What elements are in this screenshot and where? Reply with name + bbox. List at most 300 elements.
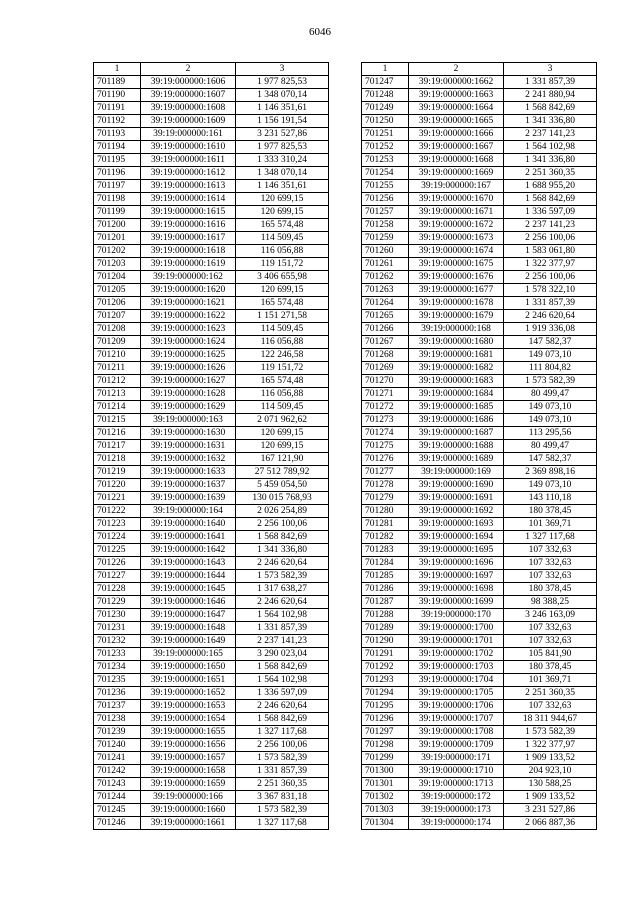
cadastral-number-cell: 39:19:000000:1644 xyxy=(141,570,236,583)
cadastral-number-cell: 39:19:000000:1630 xyxy=(141,427,236,440)
table-row xyxy=(94,544,329,557)
value-cell: 130 588,25 xyxy=(504,778,597,791)
table-row xyxy=(362,375,597,388)
cadastral-number-cell: 39:19:000000:1642 xyxy=(141,544,236,557)
table-row xyxy=(94,791,329,804)
table-row xyxy=(362,752,597,765)
cadastral-number-cell: 39:19:000000:1710 xyxy=(409,765,504,778)
table-row xyxy=(94,349,329,362)
value-cell: 1 146 351,61 xyxy=(236,180,329,193)
row-number-cell: 701207 xyxy=(94,310,141,323)
row-number-cell: 701291 xyxy=(362,648,409,661)
row-number-cell: 701225 xyxy=(94,544,141,557)
cadastral-number-cell: 39:19:000000:1625 xyxy=(141,349,236,362)
value-cell: 130 015 768,93 xyxy=(236,492,329,505)
row-number-cell: 701203 xyxy=(94,258,141,271)
value-cell: 1 151 271,58 xyxy=(236,310,329,323)
table-row xyxy=(94,661,329,674)
row-number-cell: 701269 xyxy=(362,362,409,375)
row-number-cell: 701298 xyxy=(362,739,409,752)
value-cell: 1 573 582,39 xyxy=(504,375,597,388)
cadastral-number-cell: 39:19:000000:1706 xyxy=(409,700,504,713)
table-row xyxy=(94,817,329,830)
cadastral-number-cell: 39:19:000000:1656 xyxy=(141,739,236,752)
value-cell: 107 332,63 xyxy=(504,700,597,713)
cadastral-number-cell: 39:19:000000:1653 xyxy=(141,700,236,713)
table-row xyxy=(94,414,329,427)
table-row xyxy=(94,713,329,726)
value-cell: 2 256 100,06 xyxy=(504,232,597,245)
table-row xyxy=(94,479,329,492)
table-row xyxy=(362,505,597,518)
value-cell: 1 317 638,27 xyxy=(236,583,329,596)
value-cell: 1 331 857,39 xyxy=(236,765,329,778)
cadastral-number-cell: 39:19:000000:1639 xyxy=(141,492,236,505)
row-number-cell: 701241 xyxy=(94,752,141,765)
cadastral-number-cell: 39:19:000000:1665 xyxy=(409,115,504,128)
column-header-2: 2 xyxy=(409,63,504,76)
row-number-cell: 701189 xyxy=(94,76,141,89)
row-number-cell: 701264 xyxy=(362,297,409,310)
table-row xyxy=(362,791,597,804)
value-cell: 147 582,37 xyxy=(504,453,597,466)
row-number-cell: 701267 xyxy=(362,336,409,349)
cadastral-number-cell: 39:19:000000:1683 xyxy=(409,375,504,388)
cadastral-number-cell: 39:19:000000:1693 xyxy=(409,518,504,531)
table-row xyxy=(94,635,329,648)
row-number-cell: 701290 xyxy=(362,635,409,648)
cadastral-number-cell: 39:19:000000:1649 xyxy=(141,635,236,648)
row-number-cell: 701233 xyxy=(94,648,141,661)
value-cell: 1 341 336,80 xyxy=(236,544,329,557)
value-cell: 3 231 527,86 xyxy=(504,804,597,817)
row-number-cell: 701205 xyxy=(94,284,141,297)
cadastral-number-cell: 39:19:000000:1704 xyxy=(409,674,504,687)
table-row xyxy=(362,518,597,531)
table-row xyxy=(94,76,329,89)
table-row xyxy=(94,739,329,752)
value-cell: 1 583 061,80 xyxy=(504,245,597,258)
row-number-cell: 701240 xyxy=(94,739,141,752)
value-cell: 149 073,10 xyxy=(504,349,597,362)
cadastral-number-cell: 39:19:000000:1691 xyxy=(409,492,504,505)
row-number-cell: 701210 xyxy=(94,349,141,362)
cadastral-number-cell: 39:19:000000:1677 xyxy=(409,284,504,297)
value-cell: 101 369,71 xyxy=(504,518,597,531)
value-cell: 101 369,71 xyxy=(504,674,597,687)
table-row xyxy=(94,141,329,154)
table-row xyxy=(362,635,597,648)
table-row xyxy=(362,778,597,791)
cadastral-number-cell: 39:19:000000:1654 xyxy=(141,713,236,726)
row-number-cell: 701237 xyxy=(94,700,141,713)
value-cell: 1 573 582,39 xyxy=(504,726,597,739)
value-cell: 1 573 582,39 xyxy=(236,804,329,817)
table-row xyxy=(94,245,329,258)
table-row xyxy=(94,89,329,102)
cadastral-number-cell: 39:19:000000:1689 xyxy=(409,453,504,466)
value-cell: 116 056,88 xyxy=(236,245,329,258)
value-cell: 2 237 141,23 xyxy=(504,219,597,232)
value-cell: 1 688 955,20 xyxy=(504,180,597,193)
cadastral-number-cell: 39:19:000000:1651 xyxy=(141,674,236,687)
value-cell: 1 341 336,80 xyxy=(504,154,597,167)
table-row xyxy=(362,596,597,609)
row-number-cell: 701287 xyxy=(362,596,409,609)
row-number-cell: 701249 xyxy=(362,102,409,115)
table-row xyxy=(94,102,329,115)
row-number-cell: 701275 xyxy=(362,440,409,453)
cadastral-number-cell: 39:19:000000:1657 xyxy=(141,752,236,765)
cadastral-number-cell: 39:19:000000:1607 xyxy=(141,89,236,102)
cadastral-number-cell: 39:19:000000:1650 xyxy=(141,661,236,674)
table-row xyxy=(362,167,597,180)
value-cell: 18 311 944,67 xyxy=(504,713,597,726)
row-number-cell: 701263 xyxy=(362,284,409,297)
cadastral-number-cell: 39:19:000000:1633 xyxy=(141,466,236,479)
cadastral-number-cell: 39:19:000000:1624 xyxy=(141,336,236,349)
value-cell: 1 322 377,97 xyxy=(504,739,597,752)
table-row xyxy=(362,440,597,453)
cadastral-number-cell: 39:19:000000:169 xyxy=(409,466,504,479)
value-cell: 2 026 254,89 xyxy=(236,505,329,518)
table-row xyxy=(362,427,597,440)
table-row xyxy=(94,648,329,661)
row-number-cell: 701256 xyxy=(362,193,409,206)
table-row xyxy=(94,180,329,193)
row-number-cell: 701294 xyxy=(362,687,409,700)
row-number-cell: 701204 xyxy=(94,271,141,284)
value-cell: 1 333 310,24 xyxy=(236,154,329,167)
table-row xyxy=(94,674,329,687)
value-cell: 27 512 789,92 xyxy=(236,466,329,479)
value-cell: 1 146 351,61 xyxy=(236,102,329,115)
value-cell: 119 151,72 xyxy=(236,362,329,375)
value-cell: 1 578 322,10 xyxy=(504,284,597,297)
value-cell: 3 367 831,18 xyxy=(236,791,329,804)
value-cell: 1 977 825,53 xyxy=(236,76,329,89)
value-cell: 167 121,90 xyxy=(236,453,329,466)
table-row xyxy=(362,713,597,726)
table-row xyxy=(94,726,329,739)
cadastral-number-cell: 39:19:000000:1606 xyxy=(141,76,236,89)
table-row xyxy=(362,232,597,245)
row-number-cell: 701299 xyxy=(362,752,409,765)
cadastral-number-cell: 39:19:000000:1616 xyxy=(141,219,236,232)
table-row xyxy=(362,141,597,154)
cadastral-number-cell: 39:19:000000:1679 xyxy=(409,310,504,323)
cadastral-number-cell: 39:19:000000:1620 xyxy=(141,284,236,297)
value-cell: 1 573 582,39 xyxy=(236,752,329,765)
cadastral-number-cell: 39:19:000000:1701 xyxy=(409,635,504,648)
table-row xyxy=(94,778,329,791)
table-row xyxy=(94,115,329,128)
row-number-cell: 701272 xyxy=(362,401,409,414)
row-number-cell: 701258 xyxy=(362,219,409,232)
table-row xyxy=(94,297,329,310)
table-row xyxy=(362,89,597,102)
row-number-cell: 701208 xyxy=(94,323,141,336)
value-cell: 1 331 857,39 xyxy=(504,76,597,89)
row-number-cell: 701248 xyxy=(362,89,409,102)
cadastral-number-cell: 39:19:000000:1612 xyxy=(141,167,236,180)
value-cell: 1 564 102,98 xyxy=(236,609,329,622)
value-cell: 1 331 857,39 xyxy=(504,297,597,310)
value-cell: 120 699,15 xyxy=(236,193,329,206)
value-cell: 80 499,47 xyxy=(504,440,597,453)
table-row xyxy=(362,258,597,271)
table-row xyxy=(362,700,597,713)
cadastral-number-cell: 39:19:000000:1666 xyxy=(409,128,504,141)
registry-table-left xyxy=(93,62,329,830)
table-row xyxy=(362,661,597,674)
row-number-cell: 701244 xyxy=(94,791,141,804)
row-number-cell: 701259 xyxy=(362,232,409,245)
cadastral-number-cell: 39:19:000000:1662 xyxy=(409,76,504,89)
cadastral-number-cell: 39:19:000000:1686 xyxy=(409,414,504,427)
cadastral-number-cell: 39:19:000000:1627 xyxy=(141,375,236,388)
cadastral-number-cell: 39:19:000000:173 xyxy=(409,804,504,817)
cadastral-number-cell: 39:19:000000:1685 xyxy=(409,401,504,414)
row-number-cell: 701271 xyxy=(362,388,409,401)
value-cell: 107 332,63 xyxy=(504,570,597,583)
value-cell: 2 071 962,62 xyxy=(236,414,329,427)
cadastral-number-cell: 39:19:000000:1671 xyxy=(409,206,504,219)
row-number-cell: 701232 xyxy=(94,635,141,648)
value-cell: 114 509,45 xyxy=(236,232,329,245)
row-number-cell: 701219 xyxy=(94,466,141,479)
cadastral-number-cell: 39:19:000000:1646 xyxy=(141,596,236,609)
table-row xyxy=(362,687,597,700)
cadastral-number-cell: 39:19:000000:162 xyxy=(141,271,236,284)
row-number-cell: 701231 xyxy=(94,622,141,635)
value-cell: 180 378,45 xyxy=(504,583,597,596)
column-header-1: 1 xyxy=(362,63,409,76)
row-number-cell: 701283 xyxy=(362,544,409,557)
table-row xyxy=(362,583,597,596)
row-number-cell: 701224 xyxy=(94,531,141,544)
table-row xyxy=(362,492,597,505)
cadastral-number-cell: 39:19:000000:1623 xyxy=(141,323,236,336)
cadastral-number-cell: 39:19:000000:1695 xyxy=(409,544,504,557)
cadastral-number-cell: 39:19:000000:1660 xyxy=(141,804,236,817)
row-number-cell: 701195 xyxy=(94,154,141,167)
value-cell: 113 295,56 xyxy=(504,427,597,440)
value-cell: 1 568 842,69 xyxy=(236,531,329,544)
value-cell: 165 574,48 xyxy=(236,219,329,232)
row-number-cell: 701304 xyxy=(362,817,409,830)
table-row xyxy=(362,180,597,193)
cadastral-number-cell: 39:19:000000:1667 xyxy=(409,141,504,154)
row-number-cell: 701209 xyxy=(94,336,141,349)
row-number-cell: 701215 xyxy=(94,414,141,427)
row-number-cell: 701282 xyxy=(362,531,409,544)
cadastral-number-cell: 39:19:000000:171 xyxy=(409,752,504,765)
row-number-cell: 701191 xyxy=(94,102,141,115)
table-row xyxy=(362,622,597,635)
table-row xyxy=(362,336,597,349)
row-number-cell: 701279 xyxy=(362,492,409,505)
table-row xyxy=(94,388,329,401)
cadastral-number-cell: 39:19:000000:1698 xyxy=(409,583,504,596)
table-row xyxy=(94,167,329,180)
cadastral-number-cell: 39:19:000000:1643 xyxy=(141,557,236,570)
row-number-cell: 701226 xyxy=(94,557,141,570)
value-cell: 3 406 655,98 xyxy=(236,271,329,284)
row-number-cell: 701276 xyxy=(362,453,409,466)
cadastral-number-cell: 39:19:000000:1614 xyxy=(141,193,236,206)
cadastral-number-cell: 39:19:000000:1670 xyxy=(409,193,504,206)
cadastral-number-cell: 39:19:000000:1692 xyxy=(409,505,504,518)
value-cell: 2 251 360,35 xyxy=(504,167,597,180)
cadastral-number-cell: 39:19:000000:1659 xyxy=(141,778,236,791)
row-number-cell: 701261 xyxy=(362,258,409,271)
row-number-cell: 701262 xyxy=(362,271,409,284)
row-number-cell: 701190 xyxy=(94,89,141,102)
value-cell: 111 804,82 xyxy=(504,362,597,375)
value-cell: 1 327 117,68 xyxy=(504,531,597,544)
table-row xyxy=(362,115,597,128)
value-cell: 180 378,45 xyxy=(504,505,597,518)
cadastral-number-cell: 39:19:000000:1632 xyxy=(141,453,236,466)
column-header-2: 2 xyxy=(141,63,236,76)
row-number-cell: 701229 xyxy=(94,596,141,609)
row-number-cell: 701193 xyxy=(94,128,141,141)
row-number-cell: 701234 xyxy=(94,661,141,674)
value-cell: 2 246 620,64 xyxy=(236,700,329,713)
table-body-left xyxy=(94,76,329,830)
table-row xyxy=(94,401,329,414)
registry-table-right xyxy=(361,62,597,830)
cadastral-number-cell: 39:19:000000:1631 xyxy=(141,440,236,453)
cadastral-number-cell: 39:19:000000:1619 xyxy=(141,258,236,271)
value-cell: 2 369 898,16 xyxy=(504,466,597,479)
row-number-cell: 701281 xyxy=(362,518,409,531)
value-cell: 2 237 141,23 xyxy=(236,635,329,648)
row-number-cell: 701212 xyxy=(94,375,141,388)
table-row xyxy=(362,271,597,284)
value-cell: 120 699,15 xyxy=(236,284,329,297)
value-cell: 1 564 102,98 xyxy=(236,674,329,687)
value-cell: 116 056,88 xyxy=(236,388,329,401)
row-number-cell: 701217 xyxy=(94,440,141,453)
table-row xyxy=(362,544,597,557)
cadastral-number-cell: 39:19:000000:1613 xyxy=(141,180,236,193)
table-row xyxy=(362,674,597,687)
row-number-cell: 701222 xyxy=(94,505,141,518)
row-number-cell: 701274 xyxy=(362,427,409,440)
value-cell: 120 699,15 xyxy=(236,440,329,453)
cadastral-number-cell: 39:19:000000:1680 xyxy=(409,336,504,349)
table-row xyxy=(94,609,329,622)
value-cell: 1 909 133,52 xyxy=(504,752,597,765)
cadastral-number-cell: 39:19:000000:167 xyxy=(409,180,504,193)
cadastral-number-cell: 39:19:000000:1707 xyxy=(409,713,504,726)
value-cell: 98 388,25 xyxy=(504,596,597,609)
value-cell: 3 290 023,04 xyxy=(236,648,329,661)
table-row xyxy=(94,596,329,609)
row-number-cell: 701216 xyxy=(94,427,141,440)
value-cell: 2 241 880,94 xyxy=(504,89,597,102)
row-number-cell: 701266 xyxy=(362,323,409,336)
row-number-cell: 701278 xyxy=(362,479,409,492)
row-number-cell: 701260 xyxy=(362,245,409,258)
value-cell: 1 564 102,98 xyxy=(504,141,597,154)
value-cell: 2 251 360,35 xyxy=(504,687,597,700)
value-cell: 2 246 620,64 xyxy=(504,310,597,323)
row-number-cell: 701194 xyxy=(94,141,141,154)
value-cell: 105 841,90 xyxy=(504,648,597,661)
value-cell: 114 509,45 xyxy=(236,401,329,414)
row-number-cell: 701239 xyxy=(94,726,141,739)
row-number-cell: 701252 xyxy=(362,141,409,154)
table-row xyxy=(362,219,597,232)
value-cell: 120 699,15 xyxy=(236,206,329,219)
table-row xyxy=(94,128,329,141)
value-cell: 1 568 842,69 xyxy=(236,713,329,726)
column-header-3: 3 xyxy=(236,63,329,76)
table-row xyxy=(94,518,329,531)
cadastral-number-cell: 39:19:000000:1640 xyxy=(141,518,236,531)
table-row xyxy=(94,362,329,375)
value-cell: 1 327 117,68 xyxy=(236,817,329,830)
value-cell: 107 332,63 xyxy=(504,635,597,648)
row-number-cell: 701246 xyxy=(94,817,141,830)
row-number-cell: 701221 xyxy=(94,492,141,505)
cadastral-number-cell: 39:19:000000:1687 xyxy=(409,427,504,440)
value-cell: 149 073,10 xyxy=(504,479,597,492)
table-row xyxy=(362,817,597,830)
cadastral-number-cell: 39:19:000000:1609 xyxy=(141,115,236,128)
row-number-cell: 701223 xyxy=(94,518,141,531)
cadastral-number-cell: 39:19:000000:1648 xyxy=(141,622,236,635)
row-number-cell: 701284 xyxy=(362,557,409,570)
value-cell: 180 378,45 xyxy=(504,661,597,674)
value-cell: 204 923,10 xyxy=(504,765,597,778)
row-number-cell: 701238 xyxy=(94,713,141,726)
table-row xyxy=(94,765,329,778)
cadastral-number-cell: 39:19:000000:1637 xyxy=(141,479,236,492)
row-number-cell: 701220 xyxy=(94,479,141,492)
cadastral-number-cell: 39:19:000000:1664 xyxy=(409,102,504,115)
cadastral-number-cell: 39:19:000000:172 xyxy=(409,791,504,804)
table-header-row xyxy=(362,63,597,76)
cadastral-number-cell: 39:19:000000:1669 xyxy=(409,167,504,180)
table-row xyxy=(94,219,329,232)
table-row xyxy=(94,284,329,297)
table-row xyxy=(362,531,597,544)
table-row xyxy=(362,128,597,141)
value-cell: 107 332,63 xyxy=(504,557,597,570)
table-row xyxy=(94,258,329,271)
value-cell: 1 348 070,14 xyxy=(236,89,329,102)
value-cell: 2 256 100,06 xyxy=(504,271,597,284)
value-cell: 1 568 842,69 xyxy=(504,102,597,115)
cadastral-number-cell: 39:19:000000:170 xyxy=(409,609,504,622)
value-cell: 147 582,37 xyxy=(504,336,597,349)
table-row xyxy=(362,154,597,167)
cadastral-number-cell: 39:19:000000:163 xyxy=(141,414,236,427)
value-cell: 1 327 117,68 xyxy=(236,726,329,739)
row-number-cell: 701247 xyxy=(362,76,409,89)
table-row xyxy=(362,804,597,817)
cadastral-number-cell: 39:19:000000:1700 xyxy=(409,622,504,635)
cadastral-number-cell: 39:19:000000:165 xyxy=(141,648,236,661)
table-row xyxy=(362,570,597,583)
row-number-cell: 701251 xyxy=(362,128,409,141)
table-row xyxy=(94,700,329,713)
table-row xyxy=(362,479,597,492)
